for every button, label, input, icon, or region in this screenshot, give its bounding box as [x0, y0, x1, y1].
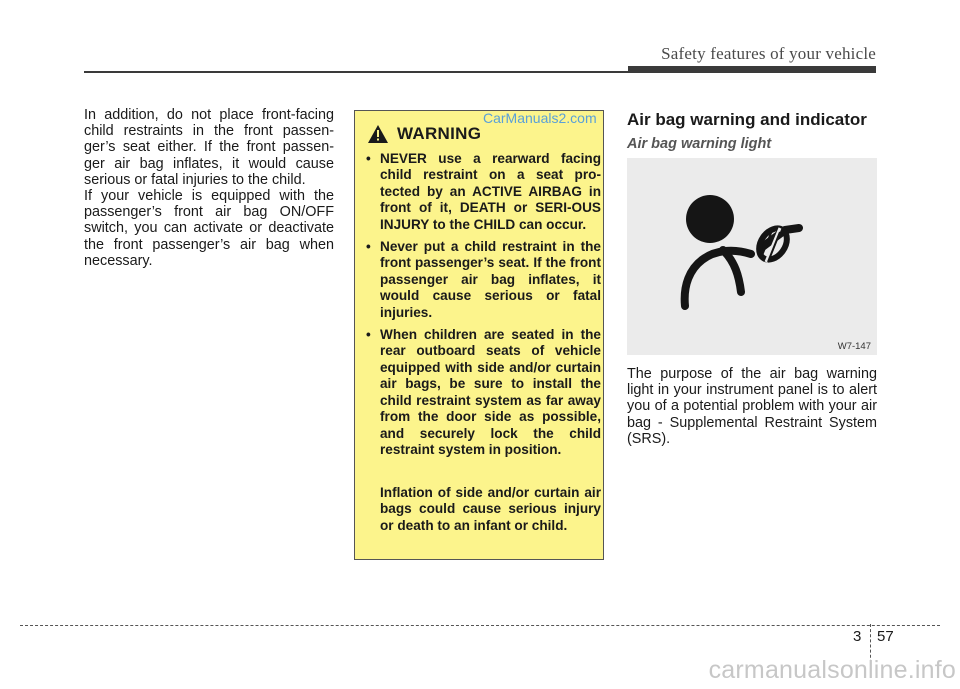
page-header-title: Safety features of your vehicle: [661, 44, 876, 63]
watermark-bottom: carmanualsonline.info: [708, 656, 956, 684]
page-number: 57: [877, 628, 894, 645]
sub-heading: Air bag warning light: [627, 136, 772, 152]
warning-triangle-icon: [367, 124, 389, 144]
figure-code: W7-147: [837, 341, 871, 352]
page-chapter-number: 3: [853, 628, 862, 645]
warning-list: [365, 151, 601, 464]
airbag-warning-figure: [627, 158, 877, 355]
watermark-top: CarManuals2.com: [483, 110, 597, 126]
warning-title: WARNING: [397, 124, 482, 143]
header-rule-accent: [628, 66, 876, 73]
footer-rule: [20, 625, 940, 626]
warning-box: [354, 110, 604, 560]
warning-item: • When children are seated in the rear outboard seats of vehicle equipped with side and/or curtain air bags, be sure to install the child restraint system as far away from the door side as possible, and securely lock the child restraint system in position.: [365, 327, 601, 458]
left-paragraph-1: In addition, do not place front-facing child restraints in the front passen-ger’s seat either. If the front passen-ger air bag inflates, it would cause serious or fatal injuries to the child.: [84, 107, 334, 188]
warning-item: • NEVER use a rearward facing child restraint on a seat pro-tected by an ACTIVE AIRBAG in front of it, DEATH or SERI-OUS INJURY to the CHILD can occur.: [365, 151, 601, 233]
header-rule: [84, 71, 684, 73]
airbag-warning-light-icon: [627, 158, 877, 355]
left-column: [84, 107, 334, 269]
section-heading: Air bag warning and indicator: [627, 110, 867, 129]
warning-extra-note: Inflation of side and/or curtain air bags could cause serious injury or death to an infant or child.: [380, 485, 601, 533]
right-body-text: The purpose of the air bag warning light in your instrument panel is to alert you of a potential problem with your air bag - Supplemental Restraint System (SRS).: [627, 366, 877, 447]
warning-header: [367, 124, 481, 144]
left-paragraph-2: If your vehicle is equipped with the passenger’s front air bag ON/OFF switch, you can activate or deactivate the front passenger’s air bag when necessary.: [84, 188, 334, 269]
warning-item: • Never put a child restraint in the front passenger’s seat. If the front passenger air bag inflates, it would cause serious or fatal injuries.: [365, 239, 601, 321]
